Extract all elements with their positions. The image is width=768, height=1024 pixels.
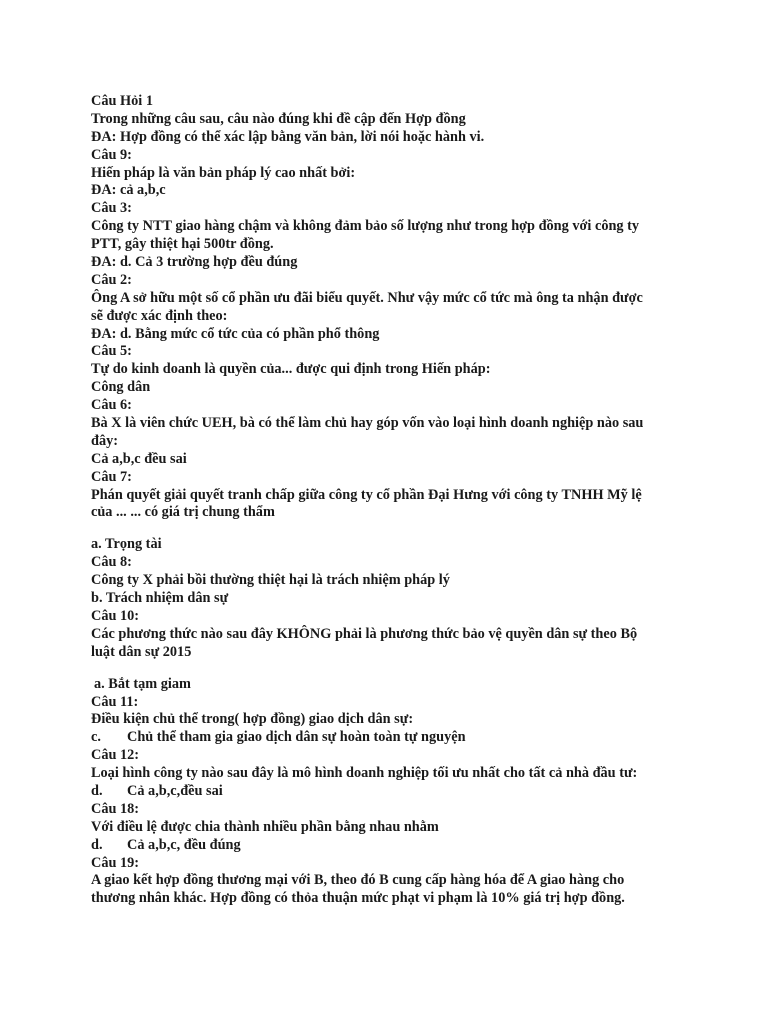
option-letter: d. — [91, 782, 103, 799]
question-text: A giao kết hợp đồng thương mại với B, theo đó B cung cấp hàng hóa để A giao hàng cho — [91, 872, 625, 889]
question-text: Phán quyết giải quyết tranh chấp giữa công ty cổ phần Đại Hưng với công ty TNHH Mỹ lệ — [91, 486, 642, 503]
question-heading: Câu 11: — [91, 693, 139, 710]
question-text: Với điều lệ được chia thành nhiều phần bằng nhau nhằm — [91, 818, 439, 835]
answer-option — [91, 837, 691, 855]
answer-text: ĐA: Hợp đồng có thể xác lập bằng văn bản, lời nói hoặc hành vi. — [91, 128, 485, 145]
blank-line — [91, 522, 691, 536]
question-heading: Câu 10: — [91, 607, 140, 624]
question-heading: Câu 9: — [91, 146, 132, 163]
option-letter: d. — [91, 836, 103, 853]
question-text: Hiến pháp là văn bản pháp lý cao nhất bởi: — [91, 164, 356, 181]
question-text: sẽ được xác định theo: — [91, 307, 228, 324]
document-page — [91, 93, 691, 908]
option-letter: c. — [91, 729, 101, 746]
answer-text: Cả a,b,c đều sai — [91, 450, 187, 467]
question-heading: Câu Hỏi 1 — [91, 93, 153, 109]
question-text: Bà X là viên chức UEH, bà có thể làm chủ hay góp vốn vào loại hình doanh nghiệp nào sau — [91, 415, 644, 432]
answer-text: ĐA: d. Bằng mức cổ tức của có phần phổ thông — [91, 325, 380, 342]
question-heading: Câu 5: — [91, 343, 132, 360]
question-text: của ... ... có giá trị chung thẩm — [91, 504, 275, 521]
answer-option — [91, 729, 691, 747]
answer-text: ĐA: d. Cả 3 trường hợp đều đúng — [91, 254, 298, 271]
answer-option — [91, 783, 691, 801]
answer-text: b. Trách nhiệm dân sự — [91, 590, 229, 607]
answer-text: ĐA: cả a,b,c — [91, 182, 166, 199]
question-heading: Câu 3: — [91, 200, 132, 217]
question-text: luật dân sự 2015 — [91, 643, 192, 660]
question-heading: Câu 2: — [91, 271, 132, 288]
question-text: Các phương thức nào sau đây KHÔNG phải là phương thức bảo vệ quyền dân sự theo Bộ — [91, 625, 638, 642]
question-heading: Câu 6: — [91, 397, 132, 414]
question-heading: Câu 12: — [91, 747, 140, 764]
question-text: Tự do kinh doanh là quyền của... được qui định trong Hiến pháp: — [91, 361, 491, 378]
question-text: Loại hình công ty nào sau đây là mô hình doanh nghiệp tối ưu nhất cho tất cả nhà đầu tư: — [91, 765, 638, 782]
question-heading: Câu 18: — [91, 800, 140, 817]
question-text: Công ty NTT giao hàng chậm và không đảm bảo số lượng như trong hợp đồng với công ty — [91, 218, 640, 235]
answer-text: a. Trọng tài — [91, 536, 162, 553]
question-text: Công ty X phải bồi thường thiệt hại là trách nhiệm pháp lý — [91, 572, 450, 589]
question-text: Ông A sở hữu một số cổ phần ưu đãi biểu quyết. Như vậy mức cổ tức mà ông ta nhận được — [91, 289, 643, 306]
blank-line — [91, 662, 691, 676]
answer-text: a. Bắt tạm giam — [94, 675, 191, 692]
question-heading: Câu 8: — [91, 554, 132, 571]
question-text: PTT, gây thiệt hại 500tr đồng. — [91, 236, 274, 253]
question-text: Trong những câu sau, câu nào đúng khi đề cập đến Hợp đồng — [91, 110, 466, 127]
question-heading: Câu 19: — [91, 854, 140, 871]
option-text: Chủ thể tham gia giao dịch dân sự hoàn toàn tự nguyện — [127, 729, 466, 746]
answer-text: Công dân — [91, 379, 151, 396]
question-heading: Câu 7: — [91, 468, 132, 485]
question-text: đây: — [91, 432, 119, 449]
option-text: Cả a,b,c,đều sai — [127, 782, 223, 799]
question-text: thương nhân khác. Hợp đồng có thỏa thuận mức phạt vi phạm là 10% giá trị hợp đồng. — [91, 890, 625, 907]
option-text: Cả a,b,c, đều đúng — [127, 836, 241, 853]
question-text: Điều kiện chủ thể trong( hợp đồng) giao dịch dân sự: — [91, 711, 414, 728]
